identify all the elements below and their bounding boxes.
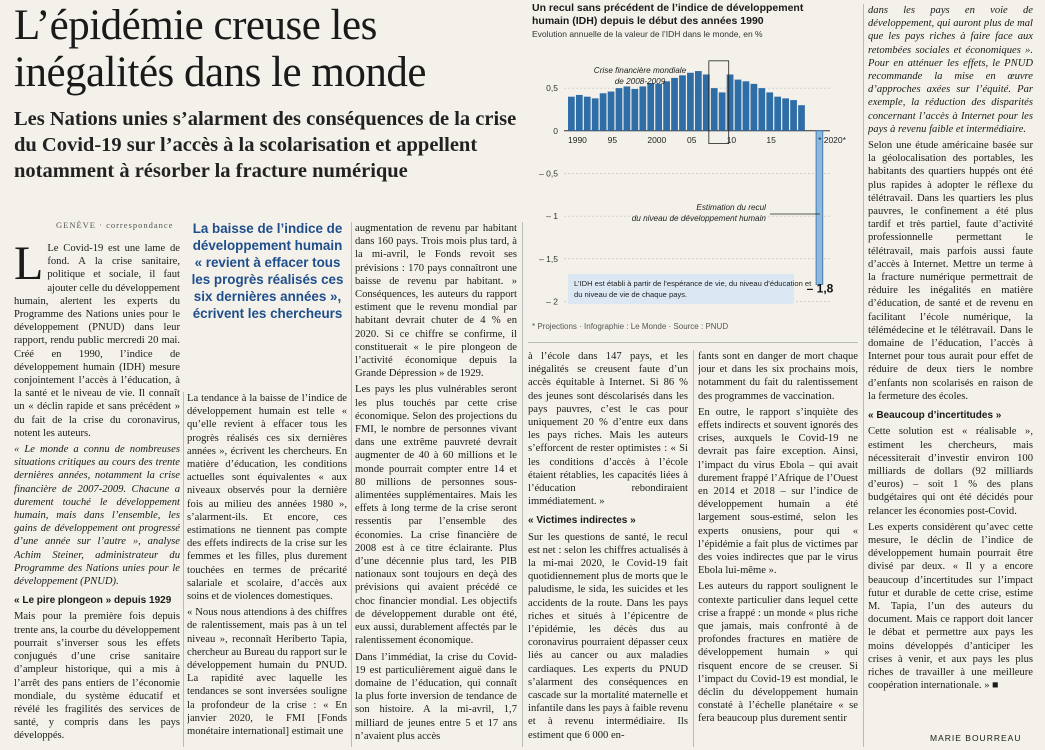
section-heading: « Le pire plongeon » depuis 1929 bbox=[14, 595, 172, 607]
lead-text: Le Covid-19 est une lame de fond. A la crise sanitaire, politique et sociale, il faut ajouter celle du développement humain, alertent les experts du Programme des Nations unies pour le développement (PNUD) dans leur rapport, rendu public mercredi 20 mai. Créé en 1990, l’indice de développement humain (IDH) mesure conjointement l’accès à l’éducation, à la santé et le niveau de vie. Il connaît un « déclin rapide et sans précédent » du fait de la crise du coronavirus, notent les auteurs. bbox=[14, 243, 180, 439]
bar bbox=[782, 98, 789, 130]
bar bbox=[790, 100, 797, 131]
pull-quote: La baisse de l’indice de développement humain « revient à effacer tous les progrès réalisés ces six dernières années », écrivent les chercheurs bbox=[191, 221, 344, 321]
article-column-2 bbox=[187, 392, 347, 747]
note-text-line: du niveau de vie de chaque pays. bbox=[574, 290, 688, 299]
bar bbox=[798, 105, 805, 131]
chart-subtitle: Evolution annuelle de la valeur de l’IDH dans le monde, en % bbox=[532, 29, 763, 39]
bar bbox=[687, 73, 694, 131]
annotation-estimate-line: Estimation du recul bbox=[696, 203, 766, 212]
bar bbox=[727, 74, 734, 130]
bar bbox=[774, 97, 781, 131]
bar bbox=[679, 75, 686, 130]
drop-cap: L bbox=[14, 242, 44, 290]
subheadline: Les Nations unies s’alarment des conséquences de la crise du Covid-19 sur l’accès à la scolarisation et appellent notamment à résorber la fracture numérique bbox=[14, 108, 517, 182]
paragraph: En outre, le rapport s’inquiète des effets indirects et souvent ignorés des crises, auxquels le Covid-19 ne devrait pas faire exception. Ainsi, l’impact du virus Ebola – qui avait durement frappé l’Afrique de l’Ouest en 2014 et 2018 – sur l’indice de développement humain a été largement sous-estimé, selon les experts onusiens, pour qui « l’épidémie a fait plus de victimes par des voies indirectes que par le virus Ebola lui-même ». bbox=[698, 406, 858, 577]
hdi-bar-chart bbox=[528, 40, 858, 322]
bar bbox=[647, 83, 654, 131]
bar bbox=[719, 92, 726, 130]
bar bbox=[751, 84, 758, 131]
bar bbox=[758, 88, 765, 131]
bar bbox=[639, 86, 646, 130]
article-column-5 bbox=[698, 350, 858, 747]
paragraph: Les pays les plus vulnérables seront les plus touchés par cette crise économique. Selon des projections du FMI, le nombre de personnes vivant dans une extrême pauvreté devrait augmenter de 40 à 60 millions et le monde pourrait compter entre 14 et 80 millions de personnes sous-alimentées supplémentaires. Mais les effets à long terme de la crise seront ressentis par l’ensemble des économies. La crise financière de 2008 est à ce titre éclairante. Plus d’une décennie plus tard, les PIB nationaux sont toujours en deçà des prévisions qui avaient précédé ce choc financier mondial. Les objectifs de développement durable ont été, eux aussi, durablement affectés par le ralentissement économique. bbox=[355, 384, 517, 647]
bar bbox=[568, 97, 575, 131]
column-divider bbox=[522, 222, 523, 747]
bar bbox=[711, 88, 718, 131]
lead-paragraph bbox=[14, 242, 180, 440]
bar bbox=[624, 86, 631, 130]
article-column-3 bbox=[355, 222, 517, 747]
author-byline: MARIE BOURREAU bbox=[930, 733, 1022, 743]
data-label-2020: – 1,8 bbox=[806, 281, 834, 296]
article-column-6 bbox=[868, 4, 1033, 729]
paragraph: Les experts considèrent qu’avec cette mesure, le déclin de l’indice de développement humain pourrait être divisé par deux. « Il y a encore beaucoup d’incertitudes sur l’impact futur et durable de cette crise, estime M. Tapia, l’un des auteurs du document. Mais ce rapport doit lancer le débat et permettre aux pays les moins développés d’anticiper les crises à venir, et aux pays les plus riches de travailler à une meilleure coopération internationale. » ■ bbox=[868, 521, 1033, 692]
column-divider bbox=[183, 392, 184, 747]
x-tick-label: * 2020* bbox=[818, 134, 846, 145]
paragraph: Mais pour la première fois depuis trente ans, la courbe du développement pourrait s’inverser sous les effets conjugués d’une crise sanitaire d’ampleur historique, qui a mis à l’arrêt des pans entiers de l’économie mondiale, du système éducatif et révélé les fragilités des services de santé, y compris dans les pays développés. bbox=[14, 611, 180, 742]
chart-bottom-rule bbox=[528, 342, 858, 343]
bar bbox=[592, 98, 599, 130]
paragraph: Selon une étude américaine basée sur la géolocalisation des portables, les habitants des quartiers huppés ont été plus rapides à adopter le réflexe du télétravail. Dans les quartiers les plus pauvres, le confinement a été plus tardif et très partiel, faute d’activité professionnelle permettant le télétravail, mais parfois aussi faute d’accès à Internet. Mettre un terme à la fracture numérique permettrait de réduire les inégalités en matière d’éducation, de santé et de revenu en facilitant l’école numérique, la télémédecine et le télétravail. Dans le domaine de l’éducation, l’accès à Internet pour tous aurait pour effet de réduire de deux tiers le nombre d’enfants non scolarisés en raison de la fermeture des écoles. bbox=[868, 140, 1033, 402]
column-divider bbox=[863, 4, 864, 747]
x-tick-label: 10 bbox=[726, 134, 737, 145]
bar bbox=[743, 81, 750, 130]
paragraph: Cette solution est « réalisable », estiment les chercheurs, mais nécessiterait d’investir environ 100 milliards de dollars (92 milliards d’euros) – soit 1 % des plans budgétaires qui ont été décidés pour relancer les économies post-Covid. bbox=[868, 426, 1033, 517]
section-heading: « Victimes indirectes » bbox=[528, 515, 636, 527]
bar bbox=[766, 92, 773, 130]
bar bbox=[663, 81, 670, 130]
note-text-line: L’IDH est établi à partir de l’espérance de vie, du niveau d’éducation et bbox=[574, 279, 812, 288]
x-tick-label: 95 bbox=[607, 134, 618, 145]
paragraph: « Le monde a connu de nombreuses situations critiques au cours des trente dernières années, notamment la crise financière de 2007-2009. Chacune a durement touché le développement humain, mais dans l’ensemble, les gains de développement ont progressé d’une année sur l’autre », analyse Achim Steiner, administrateur du Programme des Nations unies pour le développement (PNUD). bbox=[14, 444, 180, 588]
x-tick-label: 1990 bbox=[568, 134, 587, 145]
bar bbox=[616, 88, 623, 131]
column-divider bbox=[693, 350, 694, 747]
paragraph: dans les pays en voie de développement, qui auront plus de mal que les pays riches à faire face aux retombées sociales et économiques ». Pour en atténuer les effets, le PNUD recommande la mise en œuvre d’approches axées sur l’équité. Par exemple, la réduction des disparités concernant l’accès à Internet pour les pays à revenu faible et intermédiaire. bbox=[868, 5, 1033, 135]
paragraph: augmentation de revenu par habitant dans 160 pays. Trois mois plus tard, à la mi-avril, le Fonds revoit ses prévisions : 170 pays connaîtront une baisse de revenu par habitant. » Conséquences, les auteurs du rapport estiment que le revenu mondial par habitant devrait chuter de 4 % en 2020. Si ce chiffre se confirme, il constituerait « le pire plongeon de l’activité économique depuis la Grande Dépression » de 1929. bbox=[355, 223, 517, 380]
chart-title: Un recul sans précédent de l’indice de développement humain (IDH) depuis le début des années 1990 bbox=[532, 2, 804, 27]
x-tick-label: 15 bbox=[766, 134, 776, 145]
bar bbox=[816, 131, 823, 285]
x-tick-label: 2000 bbox=[647, 134, 667, 145]
bar bbox=[655, 84, 662, 131]
article-column-4 bbox=[528, 350, 688, 747]
bar bbox=[600, 93, 607, 131]
chart-footer: * Projections · Infographie : Le Monde · Source : PNUD bbox=[532, 322, 729, 331]
bar bbox=[584, 97, 591, 131]
y-tick-label: 0,5 bbox=[546, 83, 558, 94]
annotation-crisis-line: Crise financière mondiale bbox=[593, 66, 687, 75]
paragraph: « Nous nous attendions à des chiffres de ralentissement, mais pas à un tel niveau », reconnaît Heriberto Tapia, chercheur au Bureau du rapport sur le développement humain du PNUD. La rapidité avec laquelle les tendances se sont inversées souligne la profondeur de la crise : « En janvier 2020, le FMI [Fonds monétaire international] estimait une bbox=[187, 607, 347, 738]
annotation-crisis-line: de 2008-2009 bbox=[614, 77, 666, 86]
bar bbox=[671, 78, 678, 131]
paragraph: à l’école dans 147 pays, et les inégalités se creusent faute d’un accès équitable à Internet. Si 86 % des jeunes sont déscolarisés dans les pays pauvres, c’est le cas pour uniquement 20 % d’entre eux dans les pays riches. Mais les auteurs s’efforcent de rester optimistes : « Si les conditions d’accès à l’école étaient rétablies, les capacités liées à l’éducation rebondiraient immédiatement. » bbox=[528, 351, 688, 508]
bar bbox=[695, 71, 702, 131]
column-divider bbox=[351, 222, 352, 747]
headline: L’épidémie creuse les inégalités dans le monde bbox=[14, 2, 426, 96]
bar bbox=[735, 80, 742, 131]
x-tick-label: 05 bbox=[687, 134, 697, 145]
paragraph: Les auteurs du rapport soulignent le contexte particulier dans lequel cette crise a frappé : un monde « plus riche que jamais, mais confronté à de profondes fractures en matière de développement humain » qui risquent encore de se creuser. Si l’impact du Covid-19 est mondial, le déclin du développement humain constaté à l’échelle planétaire « se fera beaucoup plus durement sentir bbox=[698, 581, 858, 725]
y-tick-label: – 2 bbox=[546, 296, 558, 307]
y-tick-label: – 1,5 bbox=[539, 253, 558, 264]
paragraph: La tendance à la baisse de l’indice de développement humain est telle « qu’elle revient à effacer tous les progrès réalisés ces six dernières années », écrivent les chercheurs. En matière d’éducation, les conditions actuelles sont équivalentes « aux niveaux observés pour la dernière fois au milieu des années 1980 », s’alarment-ils. Et encore, ces estimations ne tiennent pas compte des effets indirects de la crise sur les femmes et les filles, plus durement touchées en termes de précarité salariale et scolaire, d’accès aux soins et de violences domestiques. bbox=[187, 393, 347, 603]
y-tick-label: – 1 bbox=[546, 211, 558, 222]
paragraph: fants sont en danger de mort chaque jour et dans les six prochains mois, notamment du fait du ralentissement des programmes de vaccination. bbox=[698, 351, 858, 402]
paragraph: Dans l’immédiat, la crise du Covid-19 est particulièrement aiguë dans le domaine de l’éducation, qui connaît la plus forte inversion de tendance de son histoire. A la mi-avril, 1,7 milliard de jeunes entre 5 et 17 ans n’avaient plus accès bbox=[355, 651, 517, 742]
bar bbox=[608, 92, 615, 131]
y-tick-label: 0 bbox=[553, 125, 558, 136]
section-heading: « Beaucoup d’incertitudes » bbox=[868, 410, 1002, 422]
bar bbox=[631, 89, 638, 131]
article-column-1 bbox=[14, 242, 180, 747]
dateline: GENÈVE · correspondance bbox=[56, 220, 174, 230]
paragraph: Sur les questions de santé, le recul est net : selon les chiffres actualisés à la mi-mai 2020, le Covid-19 fait quotidiennement plus de morts que le paludisme, le sida, les suicides et les accidents de la route. Dans les pays riches et situés à l’épicentre de l’épidémie, les décès dus au coronavirus pourraient dépasser ceux liés au cancer ou aux maladies cardiaques. Les experts du PNUD s’alarment des conséquences en cascade sur la mortalité maternelle et infantile dans les pays à faible revenu et à revenu intermédiaire. Ils estiment que 6 000 en- bbox=[528, 531, 688, 741]
y-tick-label: – 0,5 bbox=[539, 168, 558, 179]
bar bbox=[576, 95, 583, 131]
annotation-estimate-line: du niveau de développement humain bbox=[631, 214, 766, 223]
